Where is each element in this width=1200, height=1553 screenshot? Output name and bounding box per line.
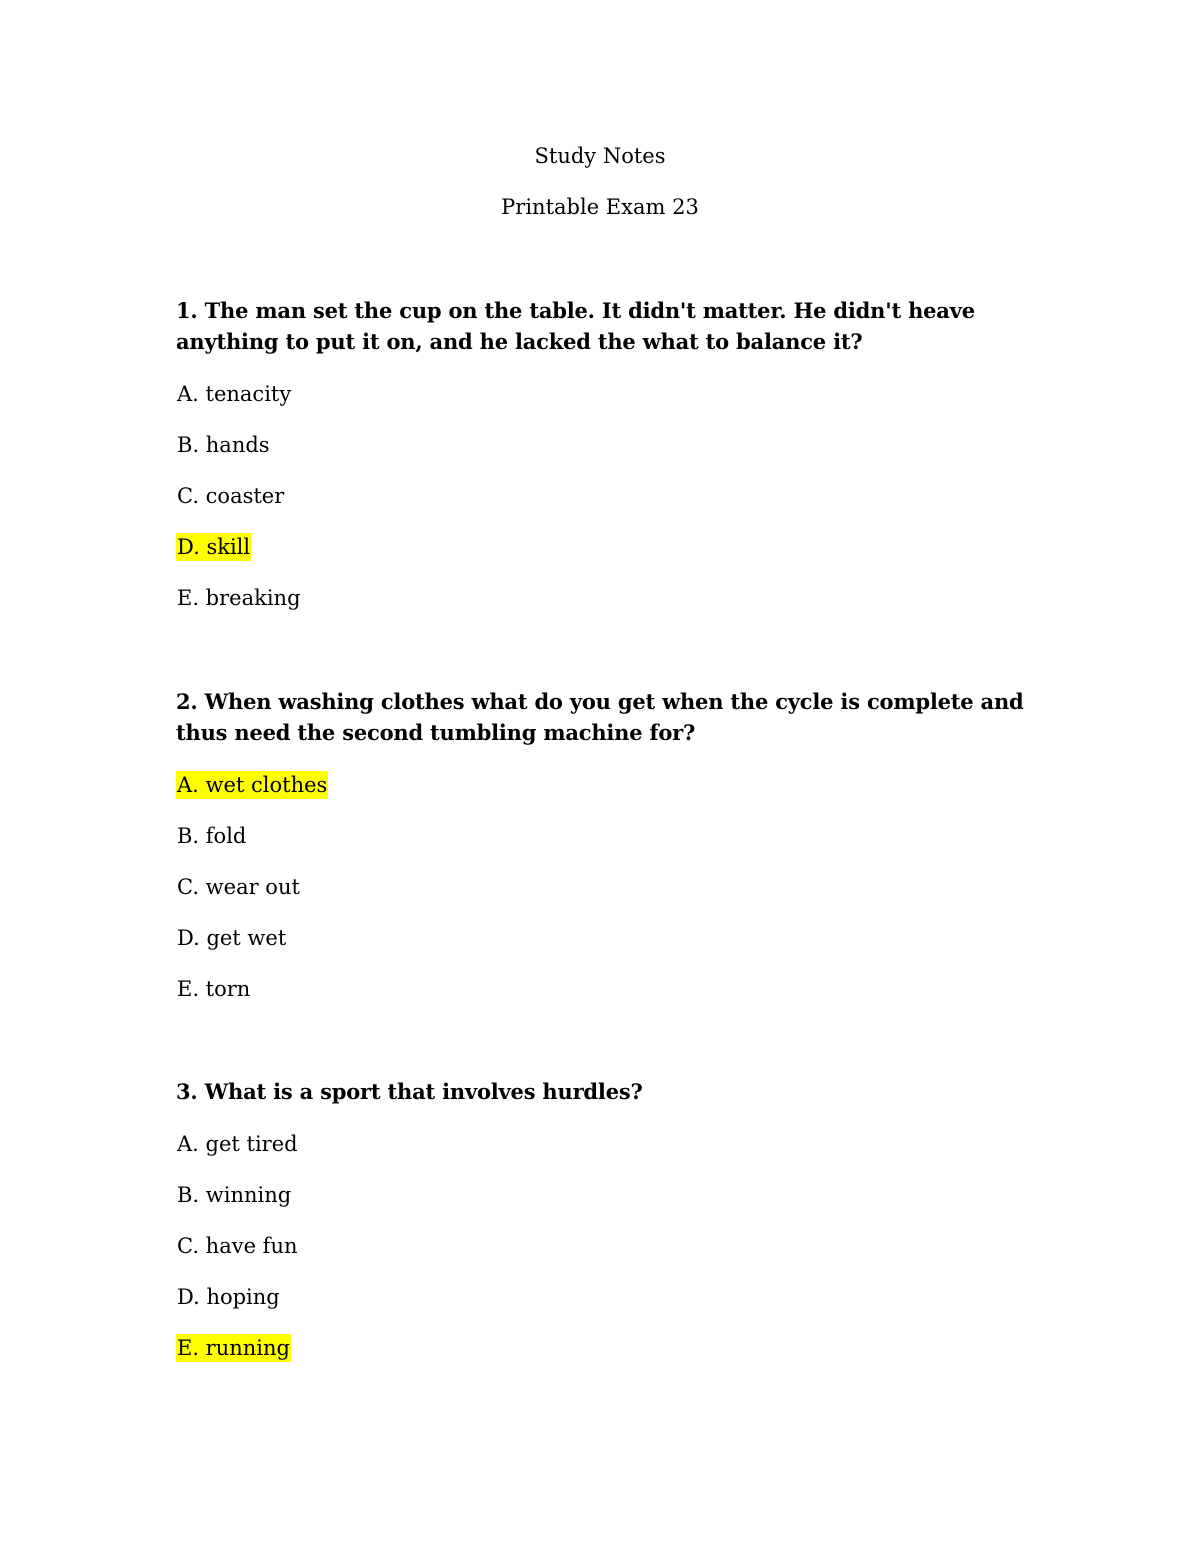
question-3 (176, 1076, 1036, 1362)
document-title: Study Notes (534, 144, 666, 168)
question-2 (176, 686, 1036, 1003)
option-label: A. get tired (177, 1132, 298, 1156)
option-a (176, 380, 1036, 408)
option-a (176, 771, 1036, 799)
option-label: E. torn (177, 977, 251, 1001)
option-e (176, 975, 1036, 1003)
option-d (176, 924, 1036, 952)
option-label: A. tenacity (177, 382, 292, 406)
answer-options (176, 771, 1036, 1003)
question-text: 1. The man set the cup on the table. It didn't matter. He didn't heave anything to put it on, and he lacked the what to balance it? (176, 298, 975, 354)
option-label: C. wear out (177, 875, 300, 899)
option-label: D. skill (177, 535, 251, 559)
option-b (176, 822, 1036, 850)
option-a (176, 1130, 1036, 1158)
option-b (176, 431, 1036, 459)
document-subtitle: Printable Exam 23 (501, 195, 699, 219)
option-label: C. coaster (177, 484, 285, 508)
option-label: B. hands (177, 433, 270, 457)
answer-options (176, 380, 1036, 612)
option-label: E. running (177, 1336, 290, 1360)
option-e (176, 1334, 1036, 1362)
option-b (176, 1181, 1036, 1209)
question-text: 2. When washing clothes what do you get when the cycle is complete and thus need the second tumbling machine for? (176, 689, 1024, 745)
option-e (176, 584, 1036, 612)
option-c (176, 482, 1036, 510)
option-label: D. get wet (177, 926, 287, 950)
question-text: 3. What is a sport that involves hurdles? (176, 1079, 643, 1104)
question-1 (176, 295, 1036, 612)
option-c (176, 1232, 1036, 1260)
option-label: E. breaking (177, 586, 301, 610)
option-label: C. have fun (177, 1234, 298, 1258)
option-c (176, 873, 1036, 901)
answer-options (176, 1130, 1036, 1362)
option-d (176, 533, 1036, 561)
option-label: A. wet clothes (177, 773, 328, 797)
option-label: D. hoping (177, 1285, 280, 1309)
option-label: B. winning (177, 1183, 292, 1207)
option-label: B. fold (177, 824, 247, 848)
option-d (176, 1283, 1036, 1311)
